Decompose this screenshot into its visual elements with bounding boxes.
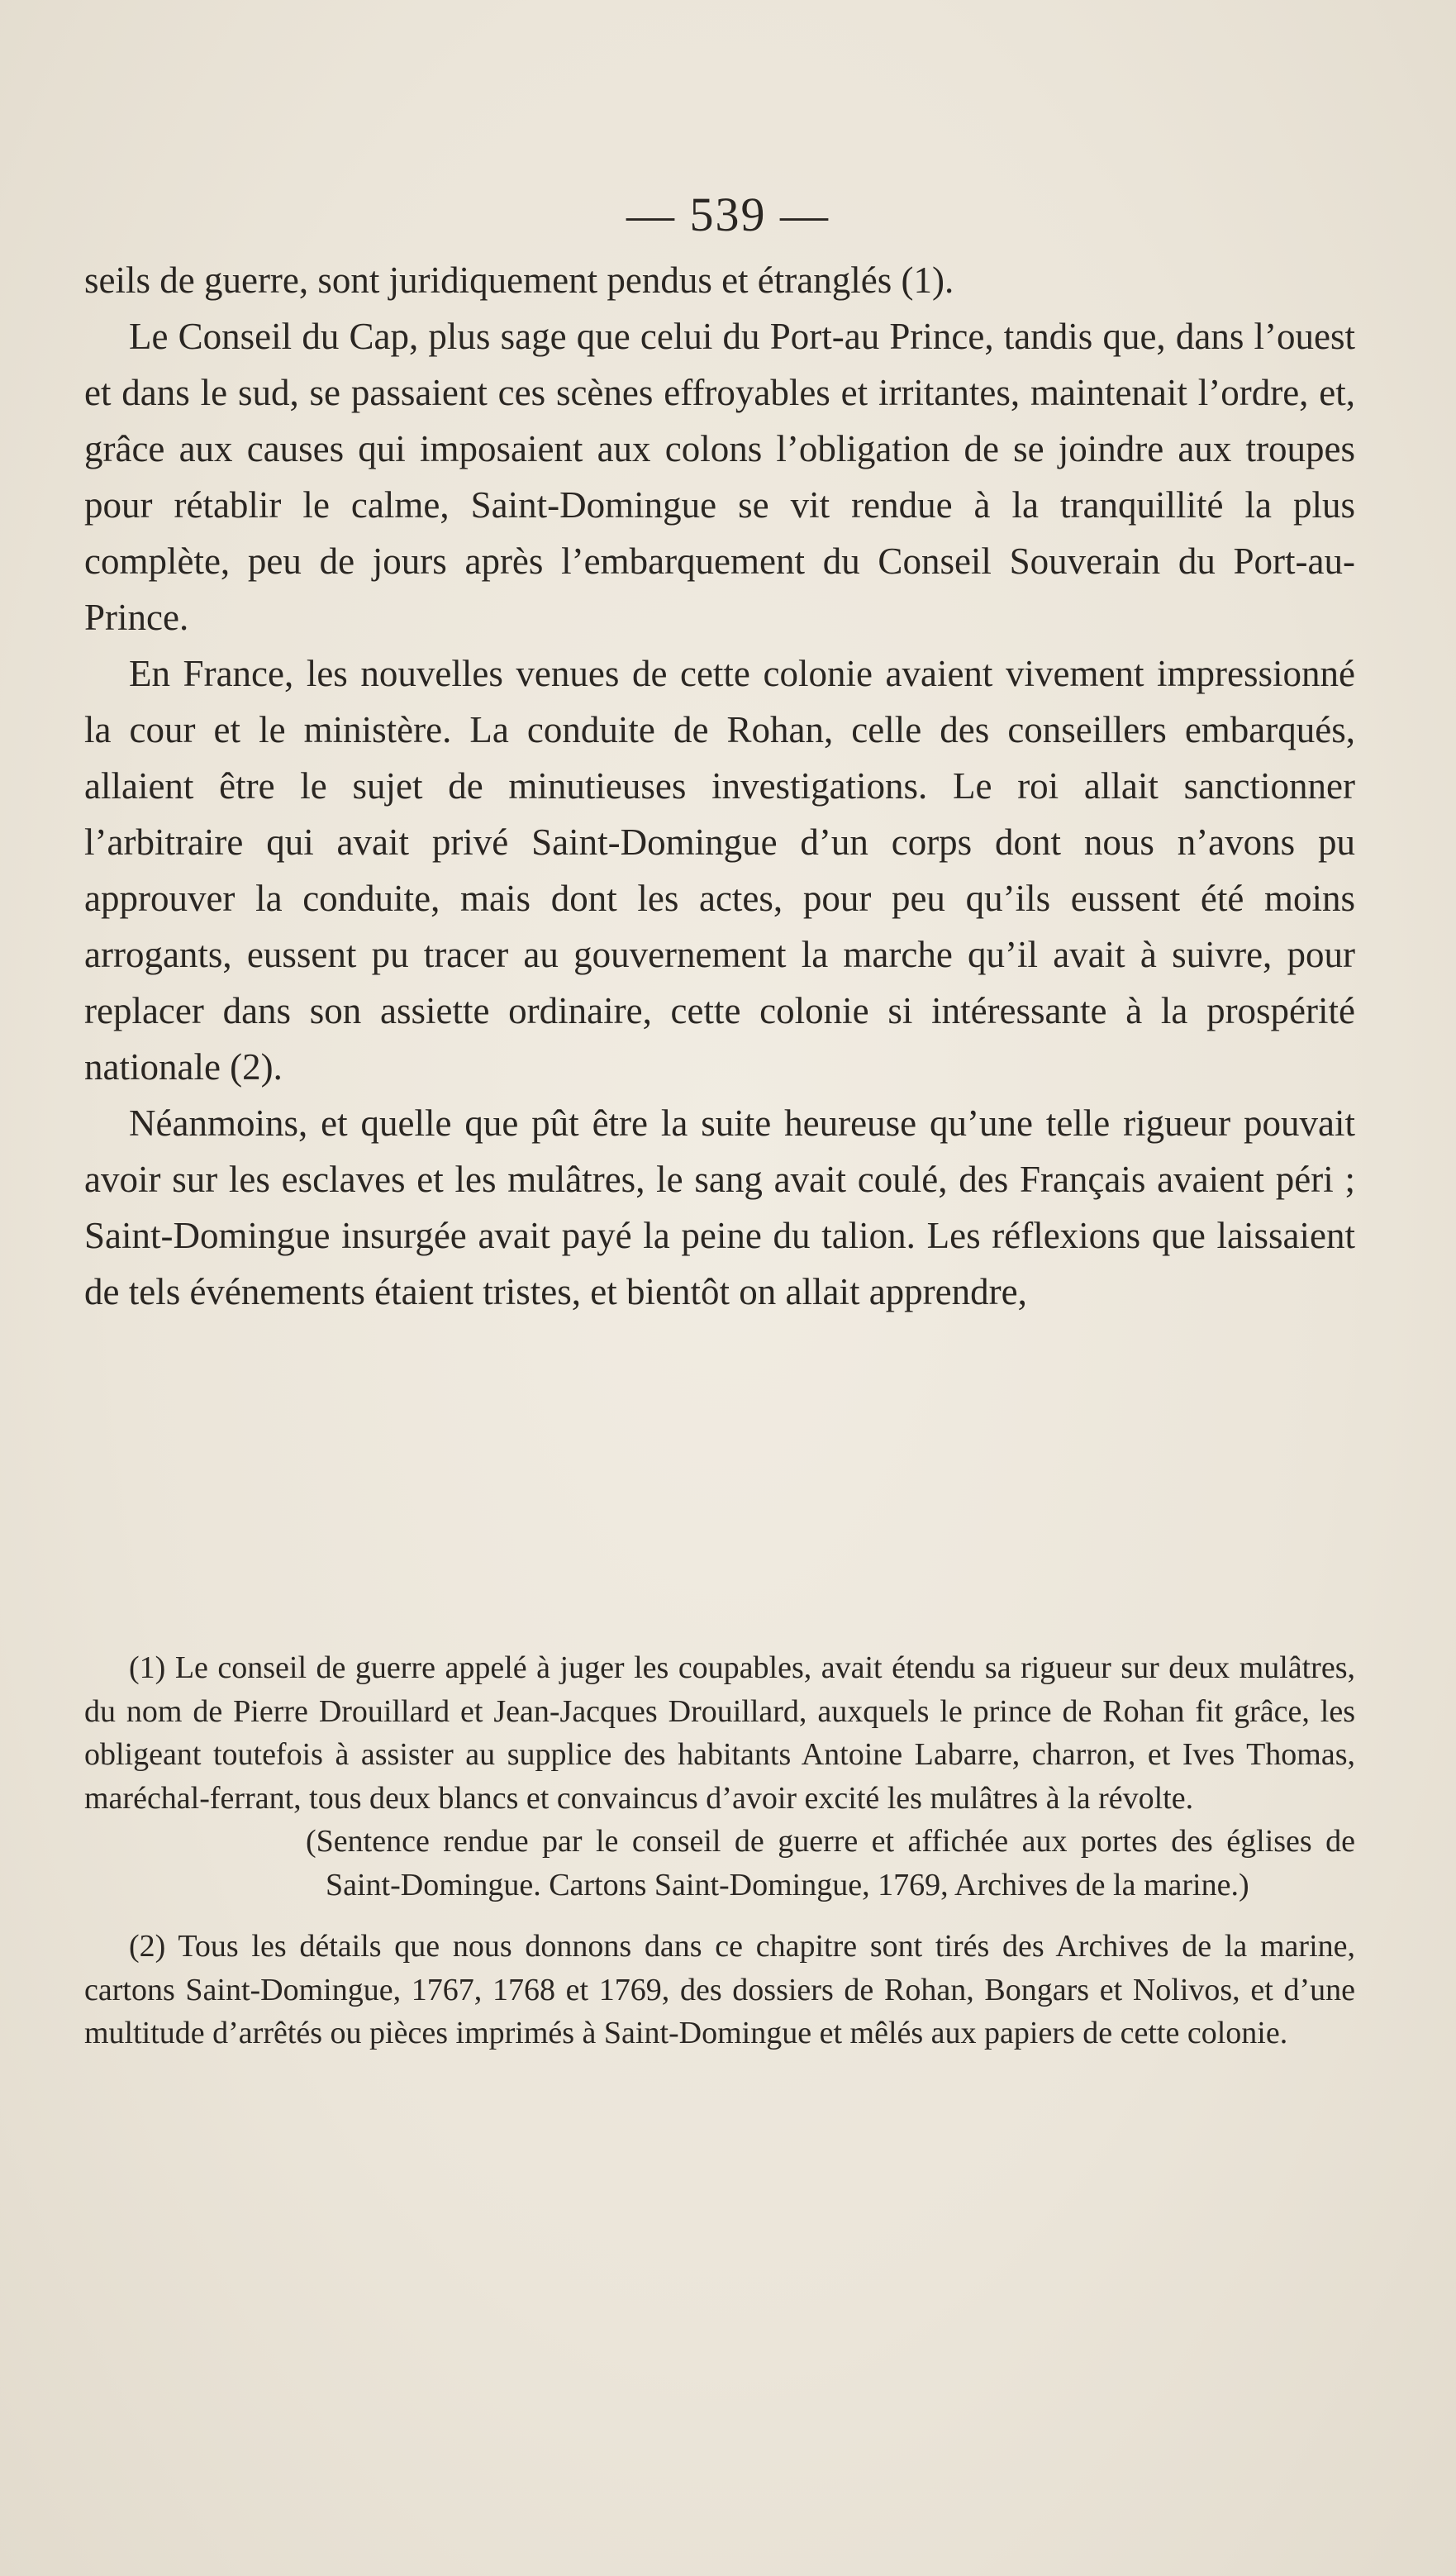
- footnotes: [84, 1646, 1355, 2055]
- footnote-1: (1) Le conseil de guerre appelé à juger les coupables, avait étendu sa rigueur sur deux mulâtres, du nom de Pierre Drouillard et Jean-Jacques Drouillard, auxquels le prince de Rohan fit grâce, les obligeant toutefois à assister au supplice des habitants Antoine Labarre, charron, et Ives Thomas, maréchal-ferrant, tous deux blancs et convaincus d’avoir excité les mulâtres à la révolte.: [84, 1650, 1355, 1816]
- paragraph: Néanmoins, et quelle que pût être la suite heureuse qu’une telle rigueur pouvait avoir sur les esclaves et les mulâtres, le sang avait coulé, des Français avaient péri ; Saint-Domingue insurgée avait payé la peine du talion. Les réflexions que laissaient de tels événements étaient tristes, et bientôt on allait apprendre,: [84, 1102, 1355, 1312]
- footnote-1-source: (Sentence rendue par le conseil de guerre et affichée aux portes des églises de Saint-Domingue. Cartons Saint-Domingue, 1769, Archives de la marine.): [306, 1824, 1355, 1902]
- page-number: — 539 —: [626, 188, 830, 241]
- main-text: [84, 252, 1355, 1320]
- paragraph: Le Conseil du Cap, plus sage que celui du Port-au Prince, tandis que, dans l’ouest et dans le sud, se passaient ces scènes effroyables et irritantes, maintenait l’ordre, et, grâce aux causes qui imposaient aux colons l’obligation de se joindre aux troupes pour rétablir le calme, Saint-Domingue se vit rendue à la tranquillité la plus complète, peu de jours après l’embarquement du Conseil Souverain du Port-au-Prince.: [84, 316, 1355, 638]
- footnote-2: (2) Tous les détails que nous donnons dans ce chapitre sont tirés des Archives de la marine, cartons Saint-Domingue, 1767, 1768 et 1769, des dossiers de Rohan, Bongars et Nolivos, et d’une multitude d’arrêtés ou pièces imprimés à Saint-Domingue et mêlés aux papiers de cette colonie.: [84, 1929, 1355, 2050]
- paragraph-continuation: seils de guerre, sont juridiquement pendus et étranglés (1).: [84, 260, 954, 301]
- paragraph: En France, les nouvelles venues de cette colonie avaient vivement impressionné la cour et le ministère. La conduite de Rohan, celle des conseillers embarqués, allaient être le sujet de minutieuses investigations. Le roi allait sanctionner l’arbitraire qui avait privé Saint-Domingue d’un corps dont nous n’avons pu approuver la conduite, mais dont les actes, pour peu qu’ils eussent été moins arrogants, eussent pu tracer au gouvernement la marche qu’il avait à suivre, pour replacer dans son assiette ordinaire, cette colonie si intéressante à la prospérité nationale (2).: [84, 653, 1355, 1088]
